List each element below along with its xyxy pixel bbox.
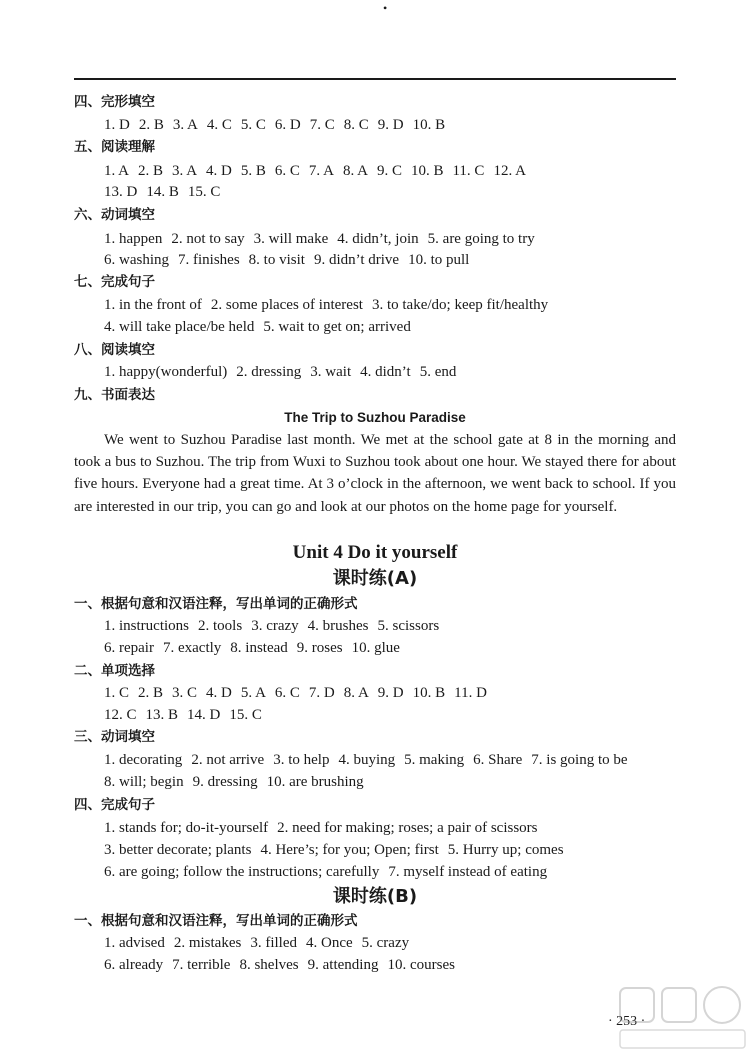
answer-item: 5. C bbox=[240, 117, 266, 133]
answer-item: 10. courses bbox=[387, 957, 455, 973]
answer-item: 2. need for making; roses; a pair of scissors bbox=[277, 820, 538, 836]
answer-item: 10. glue bbox=[351, 640, 400, 656]
section-heading-verb-fill: 三、动词填空 bbox=[74, 729, 155, 745]
answer-item: 1. happy(wonderful) bbox=[104, 364, 228, 380]
essay-title: The Trip to Suzhou Paradise bbox=[284, 410, 466, 425]
answer-item: 3. to help bbox=[273, 752, 330, 768]
answer-line bbox=[104, 182, 229, 202]
section-heading-verb-fill: 六、动词填空 bbox=[74, 207, 155, 223]
section-heading-word-forms: 一、根据句意和汉语注释，写出单词的正确形式 bbox=[74, 913, 358, 929]
answer-item: 8. instead bbox=[230, 640, 288, 656]
answer-item: 2. B bbox=[138, 685, 164, 701]
lesson-title-a: 课时练(A) bbox=[332, 568, 418, 589]
answer-item: 8. shelves bbox=[239, 957, 299, 973]
answer-item: 4. didn’t, join bbox=[337, 231, 419, 247]
answer-item: 8. A bbox=[342, 163, 368, 179]
answer-line bbox=[104, 750, 637, 770]
answer-line bbox=[104, 616, 448, 636]
answer-item: 4. D bbox=[206, 685, 232, 701]
answer-item: 3. crazy bbox=[251, 618, 299, 634]
answer-item: 9. dressing bbox=[192, 774, 258, 790]
answer-item: 5. are going to try bbox=[427, 231, 535, 247]
answer-item: 5. end bbox=[419, 364, 457, 380]
answer-item: 2. some places of interest bbox=[210, 297, 363, 313]
answer-item: 15. C bbox=[229, 707, 262, 723]
answer-item: 1. decorating bbox=[104, 752, 183, 768]
section-heading-single-choice: 二、单项选择 bbox=[74, 663, 155, 679]
answer-line bbox=[104, 818, 547, 838]
top-mark: • bbox=[383, 1, 388, 15]
answer-item: 6. washing bbox=[104, 252, 169, 268]
answer-item: 6. repair bbox=[104, 640, 154, 656]
section-heading-reading-fill: 八、阅读填空 bbox=[74, 342, 155, 358]
answer-item: 7. C bbox=[309, 117, 335, 133]
answer-item: 2. B bbox=[138, 117, 164, 133]
answer-line bbox=[104, 955, 464, 975]
answer-item: 7. finishes bbox=[178, 252, 240, 268]
answer-item: 1. C bbox=[104, 685, 130, 701]
answer-item: 4. Here’s; for you; Open; first bbox=[260, 842, 439, 858]
section-heading-word-forms: 一、根据句意和汉语注释，写出单词的正确形式 bbox=[74, 596, 358, 612]
answer-item: 8. will; begin bbox=[104, 774, 184, 790]
answer-line bbox=[104, 933, 418, 953]
answer-line bbox=[104, 772, 373, 792]
answer-item: 2. mistakes bbox=[173, 935, 242, 951]
answer-item: 10. B bbox=[412, 117, 446, 133]
watermark-logo bbox=[610, 980, 750, 1055]
answer-item: 1. advised bbox=[104, 935, 165, 951]
answer-item: 10. are brushing bbox=[266, 774, 364, 790]
answer-item: 5. wait to get on; arrived bbox=[263, 319, 411, 335]
answer-item: 10. B bbox=[412, 685, 446, 701]
answer-line bbox=[104, 362, 465, 382]
section-heading-reading: 五、阅读理解 bbox=[74, 139, 155, 155]
answer-item: 3. C bbox=[172, 685, 198, 701]
answer-item: 6. C bbox=[274, 685, 300, 701]
answer-item: 7. myself instead of eating bbox=[388, 864, 548, 880]
answer-item: 10. B bbox=[410, 163, 444, 179]
answer-item: 3. wait bbox=[310, 364, 352, 380]
answer-item: 4. D bbox=[206, 163, 232, 179]
answer-item: 3. A bbox=[172, 117, 198, 133]
answer-line bbox=[104, 862, 556, 882]
answer-item: 5. making bbox=[404, 752, 465, 768]
answer-item: 2. tools bbox=[198, 618, 243, 634]
answer-item: 9. D bbox=[377, 117, 404, 133]
answer-line bbox=[104, 683, 496, 703]
answer-item: 1. instructions bbox=[104, 618, 189, 634]
answer-item: 6. Share bbox=[473, 752, 523, 768]
answer-item: 6. are going; follow the instructions; carefully bbox=[104, 864, 380, 880]
answer-line bbox=[104, 229, 544, 249]
answer-line bbox=[104, 840, 573, 860]
answer-item: 3. A bbox=[172, 163, 198, 179]
answer-item: 1. D bbox=[104, 117, 130, 133]
unit-title: Unit 4 Do it yourself bbox=[292, 542, 458, 563]
answer-item: 1. stands for; do-it-yourself bbox=[104, 820, 269, 836]
answer-item: 11. C bbox=[452, 163, 485, 179]
answer-item: 6. D bbox=[274, 117, 301, 133]
answer-item: 2. not arrive bbox=[191, 752, 265, 768]
answer-item: 14. B bbox=[146, 184, 179, 200]
answer-item: 4. brushes bbox=[307, 618, 369, 634]
section-heading-writing: 九、书面表达 bbox=[74, 387, 155, 403]
answer-item: 7. terrible bbox=[172, 957, 231, 973]
answer-item: 4. buying bbox=[338, 752, 396, 768]
essay-paragraph: We went to Suzhou Paradise last month. We met at the school gate at 8 in the morning and took a bus to Suzhou. The trip from Wuxi to Suzhou took about one hour. We stayed there for about five hours. Everyone had a great time. At 3 o’clock in the afternoon, we went back to school. If you are interested in our trip, you can go and look at our photos on the home page for yourself. bbox=[74, 432, 676, 515]
lesson-title-b: 课时练(B) bbox=[332, 886, 418, 907]
answer-item: 2. dressing bbox=[236, 364, 302, 380]
answer-item: 4. will take place/be held bbox=[104, 319, 255, 335]
answer-item: 8. C bbox=[343, 117, 369, 133]
answer-line bbox=[104, 638, 409, 658]
answer-item: 3. better decorate; plants bbox=[104, 842, 252, 858]
answer-item: 9. didn’t drive bbox=[313, 252, 400, 268]
answer-item: 8. A bbox=[343, 685, 369, 701]
answer-item: 11. D bbox=[454, 685, 487, 701]
header-rule bbox=[74, 78, 676, 80]
answer-line bbox=[104, 250, 478, 270]
answer-item: 12. C bbox=[104, 707, 137, 723]
answer-item: 10. to pull bbox=[408, 252, 470, 268]
answer-item: 9. roses bbox=[296, 640, 343, 656]
answer-item: 7. is going to be bbox=[531, 752, 628, 768]
answer-item: 13. D bbox=[104, 184, 138, 200]
answer-item: 8. to visit bbox=[248, 252, 305, 268]
answer-item: 1. in the front of bbox=[104, 297, 202, 313]
answer-item: 14. D bbox=[187, 707, 221, 723]
section-heading-cloze: 四、完形填空 bbox=[74, 94, 155, 110]
answer-item: 3. to take/do; keep fit/healthy bbox=[371, 297, 549, 313]
answer-item: 4. C bbox=[206, 117, 232, 133]
answer-item: 3. filled bbox=[250, 935, 297, 951]
answer-item: 1. A bbox=[104, 163, 130, 179]
answer-item: 15. C bbox=[187, 184, 221, 200]
answer-item: 5. Hurry up; comes bbox=[447, 842, 564, 858]
answer-item: 7. exactly bbox=[162, 640, 222, 656]
answer-item: 7. D bbox=[308, 685, 335, 701]
answer-item: 7. A bbox=[308, 163, 334, 179]
section-heading-complete-sentences: 七、完成句子 bbox=[74, 274, 155, 290]
answer-item: 5. A bbox=[240, 685, 266, 701]
answer-item: 2. B bbox=[138, 163, 164, 179]
answer-item: 1. happen bbox=[104, 231, 163, 247]
answer-item: 5. scissors bbox=[377, 618, 440, 634]
answer-item: 4. Once bbox=[305, 935, 353, 951]
answer-line bbox=[104, 317, 420, 337]
answer-item: 13. B bbox=[145, 707, 179, 723]
answer-line bbox=[104, 705, 271, 725]
answer-item: 9. C bbox=[376, 163, 402, 179]
answer-item: 5. crazy bbox=[361, 935, 410, 951]
section-heading-complete-sentences: 四、完成句子 bbox=[74, 797, 155, 813]
answer-item: 2. not to say bbox=[171, 231, 245, 247]
answer-item: 9. D bbox=[377, 685, 404, 701]
answer-item: 6. already bbox=[104, 957, 164, 973]
answer-item: 4. didn’t bbox=[360, 364, 411, 380]
answer-line bbox=[104, 295, 557, 315]
page-number: · 253 · bbox=[608, 1014, 646, 1029]
answer-item: 9. attending bbox=[307, 957, 379, 973]
answer-item: 5. B bbox=[240, 163, 266, 179]
answer-line bbox=[104, 115, 454, 135]
answer-item: 6. C bbox=[274, 163, 300, 179]
answer-item: 3. will make bbox=[253, 231, 329, 247]
answer-item: 12. A bbox=[493, 163, 526, 179]
answer-line bbox=[104, 161, 535, 181]
